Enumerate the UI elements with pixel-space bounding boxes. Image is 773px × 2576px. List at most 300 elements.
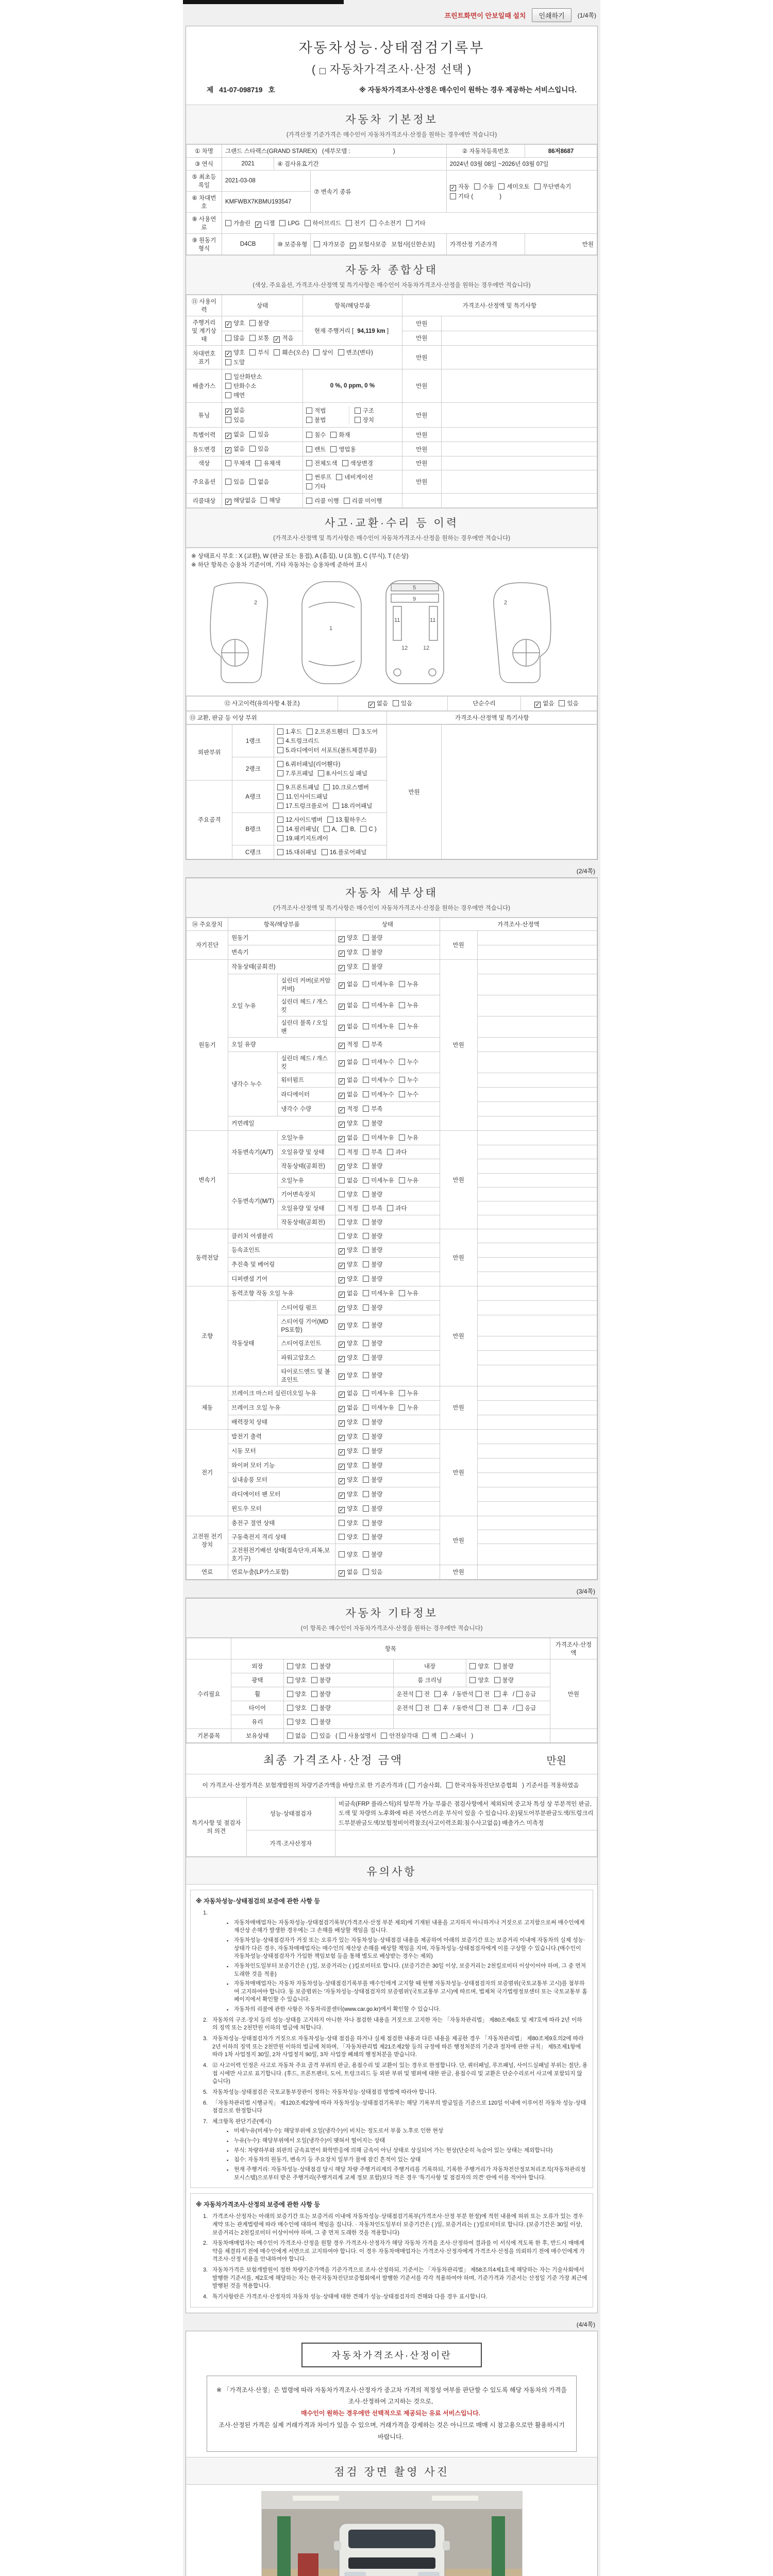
item-label: 고전원전기배선 상태(접속단자,피복,보호기구) xyxy=(228,1544,335,1565)
checkbox-unchecked xyxy=(363,1491,369,1497)
item-label: 실내송풍 모터 xyxy=(228,1472,335,1487)
option-label: 변조(변타) xyxy=(346,350,373,356)
option xyxy=(416,1690,430,1698)
mileage-cell xyxy=(303,316,402,346)
price-amount xyxy=(477,1173,597,1187)
option-label: 양호 xyxy=(295,1663,307,1670)
checkbox-unchecked xyxy=(287,1663,293,1669)
option-label: 양호 xyxy=(346,1520,359,1527)
option xyxy=(469,1662,489,1670)
value-model-year: 2021 xyxy=(222,158,274,171)
option xyxy=(339,1303,358,1312)
valuation-box-line xyxy=(216,2408,567,2419)
checkbox-unchecked xyxy=(355,408,361,414)
valuation-box-title: 자동차가격조사·산정이란 xyxy=(301,2343,481,2367)
page-indicator-2: (2/4쪽) xyxy=(576,867,595,875)
checkbox-unchecked xyxy=(249,335,256,341)
option xyxy=(225,445,245,453)
option-label: 1.후드 xyxy=(285,728,303,735)
table-row xyxy=(187,403,597,428)
option-label: 상이 xyxy=(322,350,333,356)
option-label: 리콜 미이행 xyxy=(351,498,382,504)
checkbox-unchecked xyxy=(355,417,361,423)
checkbox-unchecked xyxy=(342,826,348,832)
checkbox-unchecked xyxy=(360,826,366,832)
price-amount xyxy=(477,1257,597,1272)
document-number: 제 41-07-098719 호 xyxy=(207,86,275,94)
item-cell xyxy=(303,470,402,494)
checkbox-unchecked xyxy=(399,1077,405,1083)
value-transmission xyxy=(446,171,597,213)
checkbox-unchecked xyxy=(559,700,565,706)
option-label: 무채색 xyxy=(233,461,251,467)
option-label: 적정 xyxy=(346,1106,359,1112)
checkbox-unchecked xyxy=(534,183,541,190)
option xyxy=(353,727,378,736)
item-label: 변속기 xyxy=(228,945,335,959)
option-label: 불량 xyxy=(371,1247,383,1253)
accident-row13-header xyxy=(186,711,597,724)
price-amount xyxy=(477,1073,597,1087)
checkbox-unchecked xyxy=(318,770,324,776)
item-label: 실린더 헤드 / 개스킷 xyxy=(278,1052,335,1073)
option-label: 도말 xyxy=(233,360,245,366)
section-detail-condition xyxy=(186,878,597,918)
price-unit: 만원 xyxy=(440,1516,477,1565)
panel-rank-table xyxy=(186,724,597,859)
item-label: 광택 xyxy=(231,1673,283,1687)
option xyxy=(339,1418,358,1427)
option-label: 기타 xyxy=(314,484,326,490)
item-label: 타이로드엔드 및 볼 죠인트 xyxy=(278,1365,335,1386)
value-car-name: 그랜드 스타렉스(GRAND STAREX) (세부모델 : ) xyxy=(222,145,446,158)
option-label: 양호 xyxy=(295,1691,307,1698)
option-label: 없음 xyxy=(346,1024,359,1030)
header-price-remarks: 가격조사·산정액 및 특기사항 xyxy=(402,295,597,316)
panel-items xyxy=(274,757,387,780)
value-first-registration: 2021-03-08 xyxy=(222,171,310,192)
notice-bullet-text: 현재 주행거리: 자동차성능·상태점검 당시 해당 차량 주행거리계의 주행거리를 기록하되, 기록한 주행거리가 자동차전산정보처리조직(자동차관리정보시스템)으로부터 받은 주행거리(주행거리계 교체 정보 포함)보다 적은 경우 '특기사항 및 점검자의 의견' 란에 이를 적어야 합니다. xyxy=(234,2166,586,2181)
option xyxy=(339,1246,358,1255)
position-options xyxy=(393,1687,550,1701)
option-label: 보험사보증 xyxy=(358,241,387,248)
price-amount xyxy=(441,316,597,331)
detail-row xyxy=(187,1516,597,1530)
option-label: 6.쿼터패널(리어휀다) xyxy=(285,761,341,768)
option xyxy=(330,431,350,439)
checkbox-checked: ✓ xyxy=(339,1570,344,1577)
checkbox-unchecked xyxy=(399,981,405,987)
option xyxy=(225,406,299,415)
table-row xyxy=(187,1831,597,1857)
device-group: 전기 xyxy=(187,1429,228,1516)
option xyxy=(534,699,554,708)
price-amount xyxy=(441,470,597,494)
checkbox-unchecked xyxy=(363,1390,369,1396)
option xyxy=(339,1119,358,1128)
car-diagram xyxy=(186,572,597,696)
checkbox-unchecked xyxy=(387,1205,393,1211)
item-label: 커먼레일 xyxy=(228,1116,335,1130)
option xyxy=(225,219,250,227)
option-label: 불량 xyxy=(371,1462,383,1469)
checkbox-unchecked xyxy=(327,817,333,823)
checkbox-unchecked xyxy=(363,963,369,970)
option xyxy=(363,948,382,956)
notice-bullet-text: 자동차인도일부터 보증기간은 ( )일, 보증거리는 ( )킬로미터로 합니다. (보증기간은 30일 이상, 보증거리는 2천킬로미터 이상이어야 하며, 그 중 먼저 도래한 것을 적용) xyxy=(234,1962,586,1977)
option xyxy=(225,496,256,505)
empty-cell xyxy=(393,1715,550,1728)
label-transmission: ⑦ 변속기 종류 xyxy=(311,171,447,213)
option-label: 렌트 xyxy=(314,446,326,453)
status-options xyxy=(335,1472,440,1487)
option xyxy=(363,1371,382,1379)
option xyxy=(399,1090,418,1098)
checkbox-unchecked xyxy=(277,728,283,735)
price-amount xyxy=(477,974,597,995)
option xyxy=(363,934,382,942)
remarks-table xyxy=(186,1797,597,1857)
option-label: 미세누수 xyxy=(371,1059,394,1065)
checkbox-unchecked xyxy=(393,700,399,706)
label-simple-repair: 단순수리 xyxy=(447,696,520,710)
notice-bullet-text: 미세누유(미세누수): 해당부위에 오일(냉각수)이 비치는 정도로서 부품 노후로 인한 현상 xyxy=(234,2128,444,2134)
bullet-marker: ▪ xyxy=(227,1938,229,1943)
page-indicator-4: (4/4쪽) xyxy=(576,2320,595,2328)
checkbox-checked: ✓ xyxy=(339,1492,344,1499)
option xyxy=(306,473,331,481)
option xyxy=(434,1690,448,1698)
section-subtitle: (색상, 주요옵션, 가격조사·산정액 및 특기사항은 매수인이 자동차가격조사·산정을 원하는 경우에만 적습니다) xyxy=(253,282,531,289)
option-label: 부족 xyxy=(371,1106,383,1112)
option-label: 불량 xyxy=(371,949,383,956)
notice-item xyxy=(203,2099,587,2115)
item-label: 연료누출(LP가스포함) xyxy=(228,1565,335,1579)
option-label: 없음 xyxy=(233,432,245,438)
status-options xyxy=(335,1315,440,1336)
checkbox-unchecked xyxy=(363,1304,369,1311)
checkbox-unchecked xyxy=(363,1106,369,1112)
item-label: 브레이크 마스터 실린더오일 누유 xyxy=(228,1386,335,1400)
checkbox-unchecked xyxy=(339,1205,345,1211)
price-unit: 만원 xyxy=(402,456,441,470)
checkbox-unchecked xyxy=(494,1677,500,1683)
price-amount xyxy=(477,959,597,974)
status-options xyxy=(335,1173,440,1187)
checkbox-checked: ✓ xyxy=(339,1478,344,1484)
mileage-post: ] xyxy=(385,328,389,334)
document-title: 자동차성능·상태점검기록부 xyxy=(298,40,485,56)
inspector-remarks: 비금속(FRP 플라스틱)의 탈부착 가능 부품은 점검사항에서 제외되며 중고차 특성 상 부분적인 판금, 도색 및 차량의 노후화에 따른 자연스러운 부식이 있을 수 있습니다.운)뒷도어부분판금도색/트렁크리드부분판금도색/보험정비이력참조(사고이력조회:침수사고없음) 배출가스 미측정 xyxy=(335,1797,597,1830)
item-cell xyxy=(303,456,402,470)
checkbox-unchecked xyxy=(363,1520,369,1526)
status-options xyxy=(335,1159,440,1173)
option-label: 미세누유 xyxy=(371,1177,394,1184)
price-amount xyxy=(477,1565,597,1579)
notice-item-text: 자동차성능·상태점검자가 거짓으로 자동차성능·상태 점검을 하거나 실제 점검한 내용과 다른 내용을 제공한 경우 「자동차관리법」 제80조제9호의2에 따라 2년 이하의 징역 또는 2천만원 이하의 벌금에 처하며, 「자동차관리법 제21조제2항 등의 규정에 따른 행정처분의 기준과 절차에 관한 규칙」 제5조제1항에 따라 1차 사업정지 30일, 2차 사업정지 90일, 3차 사업장 폐쇄의 행정처분을 받습니다. xyxy=(212,2036,584,2058)
table-row xyxy=(187,494,597,508)
option xyxy=(494,1704,508,1712)
price-unit xyxy=(402,494,441,508)
accident-history-row xyxy=(186,696,597,711)
checkbox-unchecked xyxy=(306,483,312,489)
option-label: 적정 xyxy=(346,1149,359,1156)
option xyxy=(339,1432,358,1441)
valuation-box-body xyxy=(207,2376,577,2452)
bullet-marker: ▪ xyxy=(227,1963,229,1969)
option xyxy=(225,416,299,424)
table-header-row xyxy=(187,295,597,316)
etc-row xyxy=(187,1659,597,1673)
item-label: 배력장치 상태 xyxy=(228,1415,335,1429)
checkbox-checked: ✓ xyxy=(339,1277,344,1283)
option-label: 불량 xyxy=(319,1705,331,1711)
diagram-label-2: 2 xyxy=(504,599,508,606)
option xyxy=(559,699,578,707)
option-label: 전체도색 xyxy=(314,461,338,467)
notice-bullet xyxy=(227,2137,587,2145)
detail-row xyxy=(187,930,597,945)
item-label: 워터펌프 xyxy=(278,1073,335,1087)
label-car-name: ① 차명 xyxy=(187,145,222,158)
checkbox-checked: ✓ xyxy=(339,1506,344,1513)
text-segment: 운전석 xyxy=(396,1691,414,1698)
checkbox-unchecked xyxy=(339,1520,345,1526)
option-label: 불량 xyxy=(319,1691,331,1698)
option-label: 불량 xyxy=(371,1354,383,1361)
notice-item xyxy=(203,2016,587,2032)
rank-label: B랭크 xyxy=(232,812,274,845)
checkbox-unchecked xyxy=(494,1705,500,1711)
option-label: 미세누유 xyxy=(371,1390,394,1397)
price-amount xyxy=(441,369,597,403)
warranty-options xyxy=(311,234,447,255)
option-label: 양호 xyxy=(346,1304,359,1311)
checkbox-unchecked xyxy=(287,1691,293,1697)
detail-row xyxy=(187,1130,597,1145)
checkbox-unchecked xyxy=(311,1663,317,1669)
header-item-parts: 항목/해당부품 xyxy=(303,295,402,316)
notice-item-number: 7. xyxy=(203,2118,208,2125)
option xyxy=(363,1204,382,1212)
option-label: 양호 xyxy=(346,1419,359,1426)
overall-condition-table xyxy=(186,295,597,508)
checkbox-unchecked xyxy=(306,408,312,414)
checkbox-unchecked xyxy=(498,183,505,190)
checkbox-unchecked xyxy=(363,1462,369,1468)
item-label: 윈도우 모터 xyxy=(228,1501,335,1516)
option xyxy=(277,802,328,810)
checkbox-unchecked xyxy=(339,1219,345,1225)
notice-bullet xyxy=(227,1937,587,1961)
checkbox-unchecked xyxy=(469,1677,476,1683)
option-label: 불량 xyxy=(371,1419,383,1426)
option xyxy=(363,1001,394,1009)
status-options xyxy=(335,1415,440,1429)
checkbox-checked: ✓ xyxy=(226,433,231,439)
option xyxy=(416,1704,430,1712)
print-button[interactable]: 인쇄하기 xyxy=(532,8,571,22)
option xyxy=(338,348,373,357)
mileage-value: 94,119 km xyxy=(357,328,385,334)
car-diagram-svg xyxy=(191,574,596,689)
option xyxy=(339,1447,358,1455)
header-item-parts: 항목/해당부품 xyxy=(228,918,335,930)
price-amount xyxy=(477,1472,597,1487)
option-label: 후 xyxy=(442,1691,449,1698)
checkbox-unchecked xyxy=(363,1354,369,1361)
status-code-legend xyxy=(186,548,597,572)
option xyxy=(399,1076,418,1084)
option xyxy=(339,1058,358,1066)
item-label: 스티어링조인트 xyxy=(278,1336,335,1350)
checkbox-unchecked xyxy=(225,392,231,398)
notice-item-text: 자동차성능·상태점검은 국토교통부장관이 정하는 자동차성능·상태점검 방법에 따라야 합니다. xyxy=(212,2089,436,2095)
checkbox-unchecked xyxy=(476,1691,482,1697)
price-unit: 만원 xyxy=(440,1429,477,1516)
option xyxy=(333,802,372,810)
option-label: 양호 xyxy=(478,1677,490,1684)
option xyxy=(339,1519,358,1527)
checkbox-checked: ✓ xyxy=(339,1004,344,1010)
checkbox-checked: ✓ xyxy=(226,409,231,415)
checkbox-checked: ✓ xyxy=(339,1463,344,1470)
section-subtitle: (가격조사·산정액 및 특기사항은 매수인이 자동차가격조사·산정을 원하는 경우에만 적습니다) xyxy=(273,535,510,541)
label-engine-type: ⑨ 원동기형식 xyxy=(187,234,222,255)
appraiser-remarks xyxy=(335,1831,597,1857)
checkbox-unchecked xyxy=(324,826,330,832)
option-label: 전 xyxy=(483,1705,490,1711)
option-label: 누수 xyxy=(407,1059,418,1065)
option-label: 리콜 이행 xyxy=(314,498,339,504)
option xyxy=(277,792,328,801)
section-title: 점검 장면 촬영 사진 xyxy=(334,2466,449,2478)
option xyxy=(409,1781,442,1790)
option xyxy=(339,1090,358,1099)
option-label: 부족 xyxy=(371,1205,383,1212)
option xyxy=(476,1690,490,1698)
price-amount xyxy=(477,1130,597,1145)
label-inspector: 성능·상태점검자 xyxy=(246,1797,335,1830)
option-group xyxy=(349,406,397,425)
checkbox-unchecked xyxy=(336,474,342,480)
value-inspection-validity: 2024년 03월 08일 ~2026년 03월 07일 xyxy=(446,158,597,171)
checkbox-unchecked xyxy=(225,374,231,380)
option xyxy=(381,1732,418,1740)
option-label: 불량 xyxy=(371,1433,383,1440)
table-row xyxy=(187,158,597,171)
checkbox-unchecked xyxy=(340,1733,346,1739)
option-label: 누유 xyxy=(407,1290,418,1297)
option-label: 양호 xyxy=(346,1354,359,1361)
option xyxy=(363,1022,394,1030)
option xyxy=(387,1204,407,1212)
detail-row xyxy=(187,1243,597,1257)
emission-values: 0 %, 0 ppm, 0 % xyxy=(330,383,375,389)
option xyxy=(306,431,326,439)
price-amount xyxy=(477,1300,597,1315)
option-label: 4.트렁크리드 xyxy=(285,738,320,744)
option xyxy=(339,1133,358,1142)
checkbox-checked: ✓ xyxy=(339,1391,344,1398)
status-options xyxy=(335,1487,440,1501)
table-row xyxy=(187,316,597,331)
option xyxy=(330,445,356,453)
rank-label: 1랭크 xyxy=(232,724,274,757)
option-label: 누수 xyxy=(407,1091,418,1098)
option xyxy=(399,1403,418,1412)
etc-row xyxy=(187,1687,597,1701)
option-label: 미세누유 xyxy=(371,1134,394,1141)
option-label: 없음 xyxy=(233,446,245,452)
checkbox-unchecked xyxy=(225,335,231,341)
notice-bullet xyxy=(227,1962,587,1978)
option xyxy=(311,1718,331,1726)
option xyxy=(225,358,245,366)
notice-item-number: 3. xyxy=(203,2267,208,2274)
label-fuel: ⑧ 사용연료 xyxy=(187,213,222,234)
option xyxy=(339,1204,358,1212)
option xyxy=(450,182,469,191)
option-label: 구조 xyxy=(362,408,374,414)
notice-bullet-text: 자동차매매업자는 자동차성능·상태점검기록부(가격조사·산정 부분 제외)에 기재된 내용을 고지하지 아니하거나 거짓으로 고지함으로써 매수인에게 재산상 손해가 발생한 경우에는 그 손해를 배상할 책임을 집니다. xyxy=(234,1919,585,1934)
notice-bullet-text: 자동차성능·상태점검자가 거짓 또는 오류가 있는 자동차성능·상태점검 내용을 제공하여 아래의 보증기간 또는 보증거리 이내에 자동차의 실제 성능·상태가 다른 경우, 자동차매매업자는 매수인의 재산상 손해를 배상할 책임을 지며, 자동차성능·상태점검자에게 이를 구상할 수 있습니다.(매수인이 자동차성능·상태점검자가 가입한 책임보험 등을 통해 별도로 배상받는 경우는 제외) xyxy=(234,1937,585,1960)
notice-item-number: 5. xyxy=(203,2089,208,2095)
checkbox-unchecked xyxy=(277,835,283,841)
etc-row xyxy=(187,1701,597,1715)
option xyxy=(274,334,293,343)
status-options xyxy=(283,1701,393,1715)
checkbox-checked: ✓ xyxy=(226,499,231,505)
option-label: 불법 xyxy=(314,417,326,423)
option-label: 양호 xyxy=(346,1433,359,1440)
checkbox-unchecked xyxy=(474,183,480,190)
status-options xyxy=(335,959,440,974)
device-group: 자기진단 xyxy=(187,930,228,959)
legend-line-1: ※ 상태표시 부호 : X (교환), W (판금 또는 용접), A (흠집), U (요철), C (부식), T (손상) xyxy=(191,553,409,560)
option-label: 양호 xyxy=(346,949,359,956)
price-amount xyxy=(441,724,597,859)
option xyxy=(277,816,323,824)
etc-basic-row xyxy=(187,1728,597,1742)
document-subtitle xyxy=(191,61,592,77)
status-options xyxy=(335,1300,440,1315)
checkbox-checked: ✓ xyxy=(339,1341,344,1348)
notice-item-text: ⑫ 사고이력 인정은 사고로 자동차 주요 골격 부위의 판금, 용접수리 및 교환이 있는 경우로 한정합니다. 단, 쿼터패널, 루프패널, 사이드실패널 부위는 절단, 용접 시에만 사고로 표기합니다. (후드, 프론트펜더, 도어, 트렁크리드 등 외판 부위 및 범퍼에 대한 판금, 용접수리 및 교환은 단순수리로서 사고에 포함되지 않습니다) xyxy=(212,2062,588,2085)
notice-block-title: ※ 자동차성능·상태점검의 보증에 관한 사항 등 xyxy=(196,1897,320,1905)
checkbox-checked: ✓ xyxy=(226,447,231,453)
price-unit: 만원 xyxy=(402,470,441,494)
checkbox-unchecked xyxy=(306,474,312,480)
section-inspection-photos xyxy=(186,2457,597,2485)
usage-label: 주요옵션 xyxy=(187,470,222,494)
checkbox-unchecked xyxy=(409,1782,415,1788)
option xyxy=(363,1218,382,1226)
notice-item-number: 1. xyxy=(203,2213,208,2220)
option-label: 보통 xyxy=(258,335,270,342)
checkbox-checked: ✓ xyxy=(226,351,231,357)
device-group: 제동 xyxy=(187,1386,228,1429)
option-label: 일산화탄소 xyxy=(233,374,262,380)
checkbox-unchecked xyxy=(255,460,261,466)
status-options xyxy=(335,1187,440,1201)
price-unit: 만원 xyxy=(402,403,441,428)
checkbox-unchecked xyxy=(225,417,231,423)
option-label: 스패너 xyxy=(449,1733,467,1739)
option-label: 불량 xyxy=(371,963,383,970)
option-label: 부족 xyxy=(371,1149,383,1156)
section-title: 자동차 세부상태 xyxy=(345,887,438,899)
